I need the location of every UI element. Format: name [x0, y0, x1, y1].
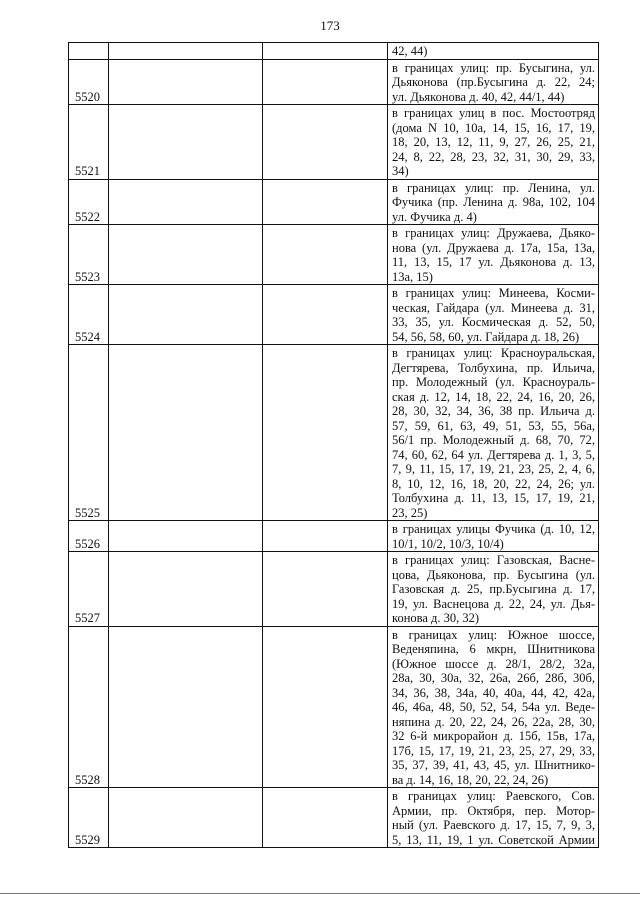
boundary-text-line: конова д. 30, 32) [392, 611, 480, 625]
boundary-text-line: Дьяконова (пр.Бусыгина д. 22, 24; [392, 75, 595, 89]
empty-cell [109, 285, 263, 345]
boundary-text-line: 17б, 15, 17, 19, 21, 23, 25, 27, 29, 33, [392, 743, 595, 758]
boundary-text-line: 7, 9, 11, 15, 17, 19, 21, 23, 25, 2, 4, 6, [392, 462, 595, 476]
boundary-text-line: цова, Дьяконова, пр. Бусыгина (ул. [392, 567, 595, 582]
table-row [69, 59, 599, 105]
boundary-text-line: 32 6-й микрорайон д. 15б, 15в, 17а, [392, 729, 595, 743]
district-boundaries [388, 285, 599, 345]
empty-cell [109, 105, 263, 180]
table-row [69, 788, 599, 848]
boundary-text-line: (дома N 10, 10а, 14, 15, 16, 17, 19, [392, 120, 595, 135]
boundary-text-line: в границах улиц: Красноуральская, [392, 346, 595, 360]
district-boundaries [388, 788, 599, 848]
boundary-text-line: 24, 8, 22, 28, 23, 32, 31, 30, 29, 33, [392, 149, 595, 164]
boundary-text-line: 54, 56, 58, 60, ул. Гайдара д. 18, 26) [392, 329, 580, 344]
boundary-text-line: 33, 35, ул. Космическая д. 52, 50, [392, 315, 595, 329]
district-number: 5523 [69, 225, 109, 285]
district-boundaries [388, 105, 599, 180]
boundary-text-line: 11, 13, 15, 17 ул. Дьяконова д. 13, [392, 255, 595, 269]
boundary-text-line: в границах улиц: пр. Бусыгина, ул. [392, 60, 595, 75]
empty-cell [263, 345, 388, 521]
boundary-text-line: (Южное шоссе д. 28/1, 28/2, 32а, [392, 656, 595, 671]
boundary-text-line: в границах улиц: пр. Ленина, ул. [392, 180, 595, 195]
empty-cell [109, 626, 263, 788]
empty-cell [263, 59, 388, 105]
district-boundaries [388, 626, 599, 788]
empty-cell [109, 59, 263, 105]
empty-cell [109, 225, 263, 285]
boundary-text-line: Веденяпина, 6 мкрн, Шнитникова [392, 642, 595, 656]
empty-cell [263, 552, 388, 627]
district-boundaries [388, 59, 599, 105]
boundary-text-line: 74, 60, 62, 64 ул. Дегтярева д. 1, 3, 5, [392, 447, 595, 462]
table-row [69, 552, 599, 627]
boundary-text-line: ул. Дьяконова д. 40, 42, 44/1, 44) [392, 89, 565, 104]
district-boundaries [388, 552, 599, 627]
boundary-text-line: ный (ул. Раевского д. 17, 15, 7, 9, 3, [392, 818, 595, 832]
empty-cell [109, 521, 263, 552]
boundary-text-line: Армии, пр. Октября, пер. Мотор- [392, 803, 595, 818]
empty-cell [109, 552, 263, 627]
boundary-text-line: ул. Фучика д. 4) [392, 209, 477, 224]
boundary-text-line: 19, ул. Васнецова д. 22, 24, ул. Дья- [392, 596, 595, 611]
boundary-text-line: Дегтярева, Толбухина, пр. Ильича, [392, 360, 595, 375]
boundary-text-line: 57, 59, 61, 63, 49, 51, 53, 55, 56а, [392, 418, 595, 433]
boundary-text-line: нова (ул. Дружаева д. 17а, 15а, 13а, [392, 240, 595, 255]
empty-cell [263, 179, 388, 225]
table-row [69, 179, 599, 225]
empty-cell [263, 626, 388, 788]
empty-cell [109, 43, 263, 60]
boundary-text-line: в границах улиц: Раевского, Сов. [392, 789, 595, 803]
district-number: 5524 [69, 285, 109, 345]
boundary-text-line: 34, 36, 38, 34а, 40, 40а, 44, 42, 42а, [392, 685, 595, 700]
boundary-text-line: Фучика (пр. Ленина д. 98а, 102, 104 [392, 195, 595, 209]
boundary-text-line: 8, 10, 12, 16, 18, 20, 22, 24, 26; ул. [392, 476, 595, 491]
boundary-text-line: пр. Молодежный (ул. Красноураль- [392, 375, 595, 389]
boundary-text-line: 42, 44) [392, 44, 428, 58]
district-boundaries [388, 225, 599, 285]
boundary-text-line: 35, 37, 39, 41, 43, 45, ул. Шнитнико- [392, 758, 595, 772]
boundary-text-line: 18, 20, 13, 12, 11, 9, 27, 26, 25, 21, [392, 135, 595, 149]
district-boundaries [388, 179, 599, 225]
boundary-text-line: в границах улиц: Минеева, Косми- [392, 286, 595, 300]
empty-cell [263, 105, 388, 180]
table-row [69, 626, 599, 788]
boundary-text-line: няпина д. 20, 22, 24, 26, 22а, 28, 30, [392, 714, 595, 729]
empty-cell [263, 225, 388, 285]
district-number: 5526 [69, 521, 109, 552]
table-row [69, 43, 599, 60]
district-boundaries [388, 521, 599, 552]
district-number: 5528 [69, 626, 109, 788]
district-number: 5520 [69, 59, 109, 105]
district-number: 5529 [69, 788, 109, 848]
district-boundaries [388, 43, 599, 60]
boundary-text-line: 46, 46а, 48, 50, 52, 54, 54а ул. Веде- [392, 700, 595, 714]
table-row [69, 285, 599, 345]
district-boundaries [388, 345, 599, 521]
page-number: 173 [320, 18, 340, 33]
empty-cell [263, 521, 388, 552]
table-row [69, 105, 599, 180]
boundary-text-line: 56/1 пр. Молодежный д. 68, 70, 72, [392, 433, 595, 447]
district-number: 5527 [69, 552, 109, 627]
boundary-text-line: в границах улицы Фучика (д. 10, 12, [392, 522, 595, 536]
table-row [69, 225, 599, 285]
empty-cell [263, 788, 388, 848]
district-number: 5525 [69, 345, 109, 521]
boundary-text-line: 34) [392, 164, 409, 178]
empty-cell [263, 43, 388, 60]
table-row [69, 345, 599, 521]
boundary-text-line: Газовская д. 25, пр.Бусыгина д. 17, [392, 582, 595, 596]
district-number: 5522 [69, 179, 109, 225]
empty-cell [109, 179, 263, 225]
boundary-text-line: Толбухина д. 11, 13, 15, 17, 19, 21, [392, 491, 595, 505]
boundary-text-line: в границах улиц: Дружаева, Дьяко- [392, 226, 595, 240]
empty-cell [263, 285, 388, 345]
table-body [69, 43, 599, 848]
district-number [69, 43, 109, 60]
boundary-text-line: ческая, Гайдара (ул. Минеева д. 31, [392, 300, 595, 315]
district-number: 5521 [69, 105, 109, 180]
boundary-text-line: в границах улиц: Газовская, Васне- [392, 553, 595, 567]
boundary-text-line: 23, 25) [392, 505, 428, 520]
boundary-text-line: ская д. 12, 14, 18, 22, 24, 16, 20, 26, [392, 389, 595, 404]
boundary-text-line: 5, 13, 11, 19, 1 ул. Советской Армии [392, 832, 595, 847]
page-bottom-edge [0, 893, 640, 894]
boundary-text-line: 13а, 15) [392, 269, 433, 284]
empty-cell [109, 788, 263, 848]
boundary-text-line: 28, 30, 32, 34, 36, 38 пр. Ильича д. [392, 404, 595, 418]
table-row [69, 521, 599, 552]
boundary-text-line: 10/1, 10/2, 10/3, 10/4) [392, 536, 504, 551]
empty-cell [109, 345, 263, 521]
boundary-text-line: ва д. 14, 16, 18, 20, 22, 24, 26) [392, 772, 549, 787]
boundary-text-line: 28а, 30, 30а, 32, 26а, 26б, 28б, 30б, [392, 671, 595, 685]
boundary-text-line: в границах улиц в пос. Мостоотряд [392, 106, 595, 120]
boundary-text-line: в границах улиц: Южное шоссе, [392, 627, 595, 642]
polling-district-table [68, 42, 599, 848]
